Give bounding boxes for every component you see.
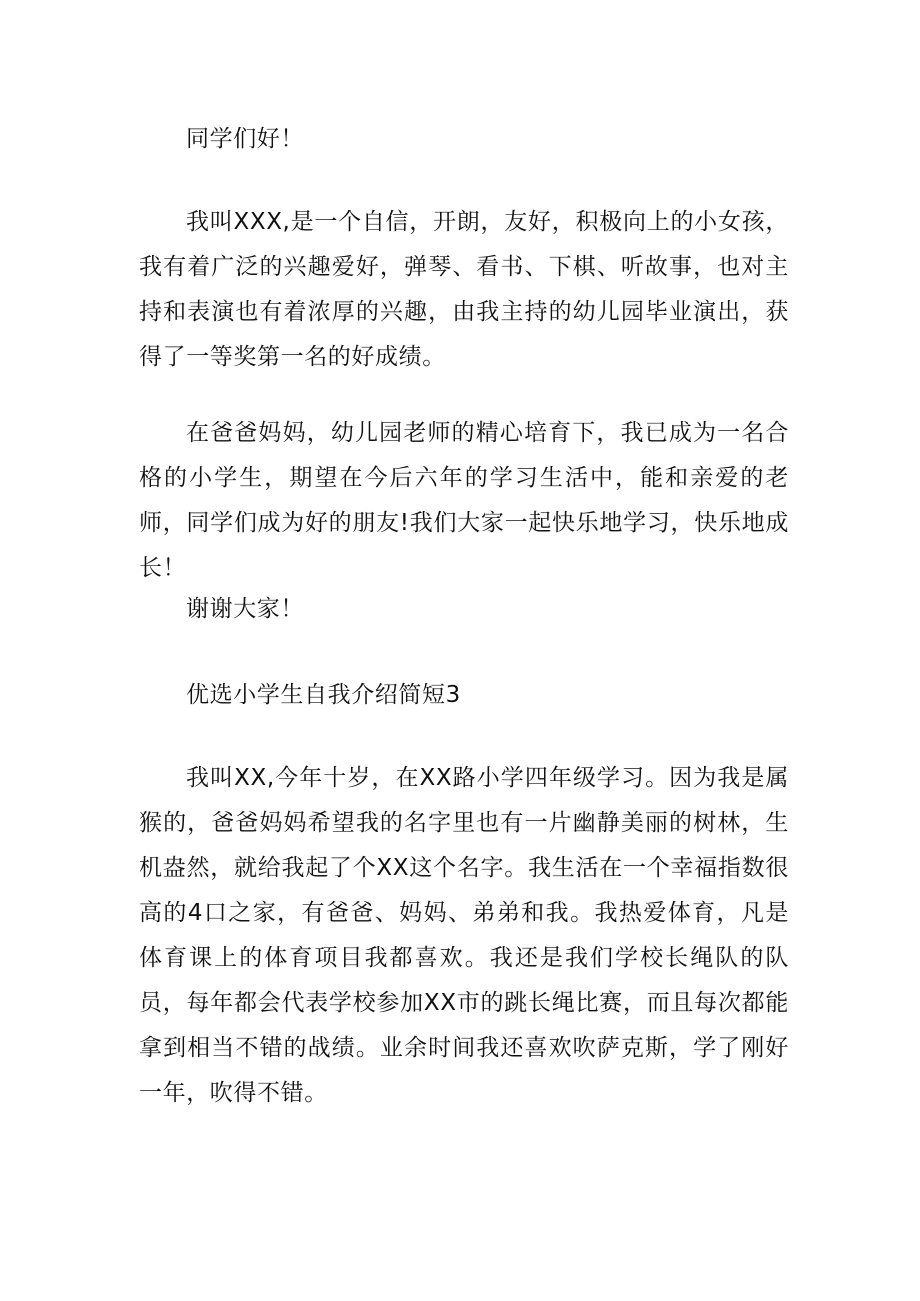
third-introduction-paragraph: 我叫XX,今年十岁，在XX路小学四年级学习。因为我是属猴的，爸爸妈妈希望我的名字里也有一片幽静美丽的树林，生机盎然，就给我起了个XX这个名字。我生活在一个幸福指数很高的4口之家，有爸爸、妈妈、弟弟和我。我热爱体育，凡是体育课上的体育项目我都喜欢。我还是我们学校长绳队的队员，每年都会代表学校参加XX市的跳长绳比赛，而且每次都能拿到相当不错的战绩。业余时间我还喜欢吹萨克斯，学了刚好一年，吹得不错。 [139,765,789,1106]
greeting-paragraph: 同学们好！ [186,126,304,152]
thanks-paragraph: 谢谢大家！ [186,596,304,622]
section-heading: 优选小学生自我介绍简短3 [186,682,461,708]
school-paragraph: 在爸爸妈妈，幼儿园老师的精心培育下，我已成为一名合格的小学生，期望在今后六年的学习生活中，能和亲爱的老师，同学们成为好的朋友!我们大家一起快乐地学习，快乐地成长！ [139,420,789,581]
intro-paragraph: 我叫XXX,是一个自信，开朗，友好，积极向上的小女孩，我有着广泛的兴趣爱好，弹琴、看书、下棋、听故事，也对主持和表演也有着浓厚的兴趣，由我主持的幼儿园毕业演出，获得了一等奖第一名的好成绩。 [139,209,789,370]
